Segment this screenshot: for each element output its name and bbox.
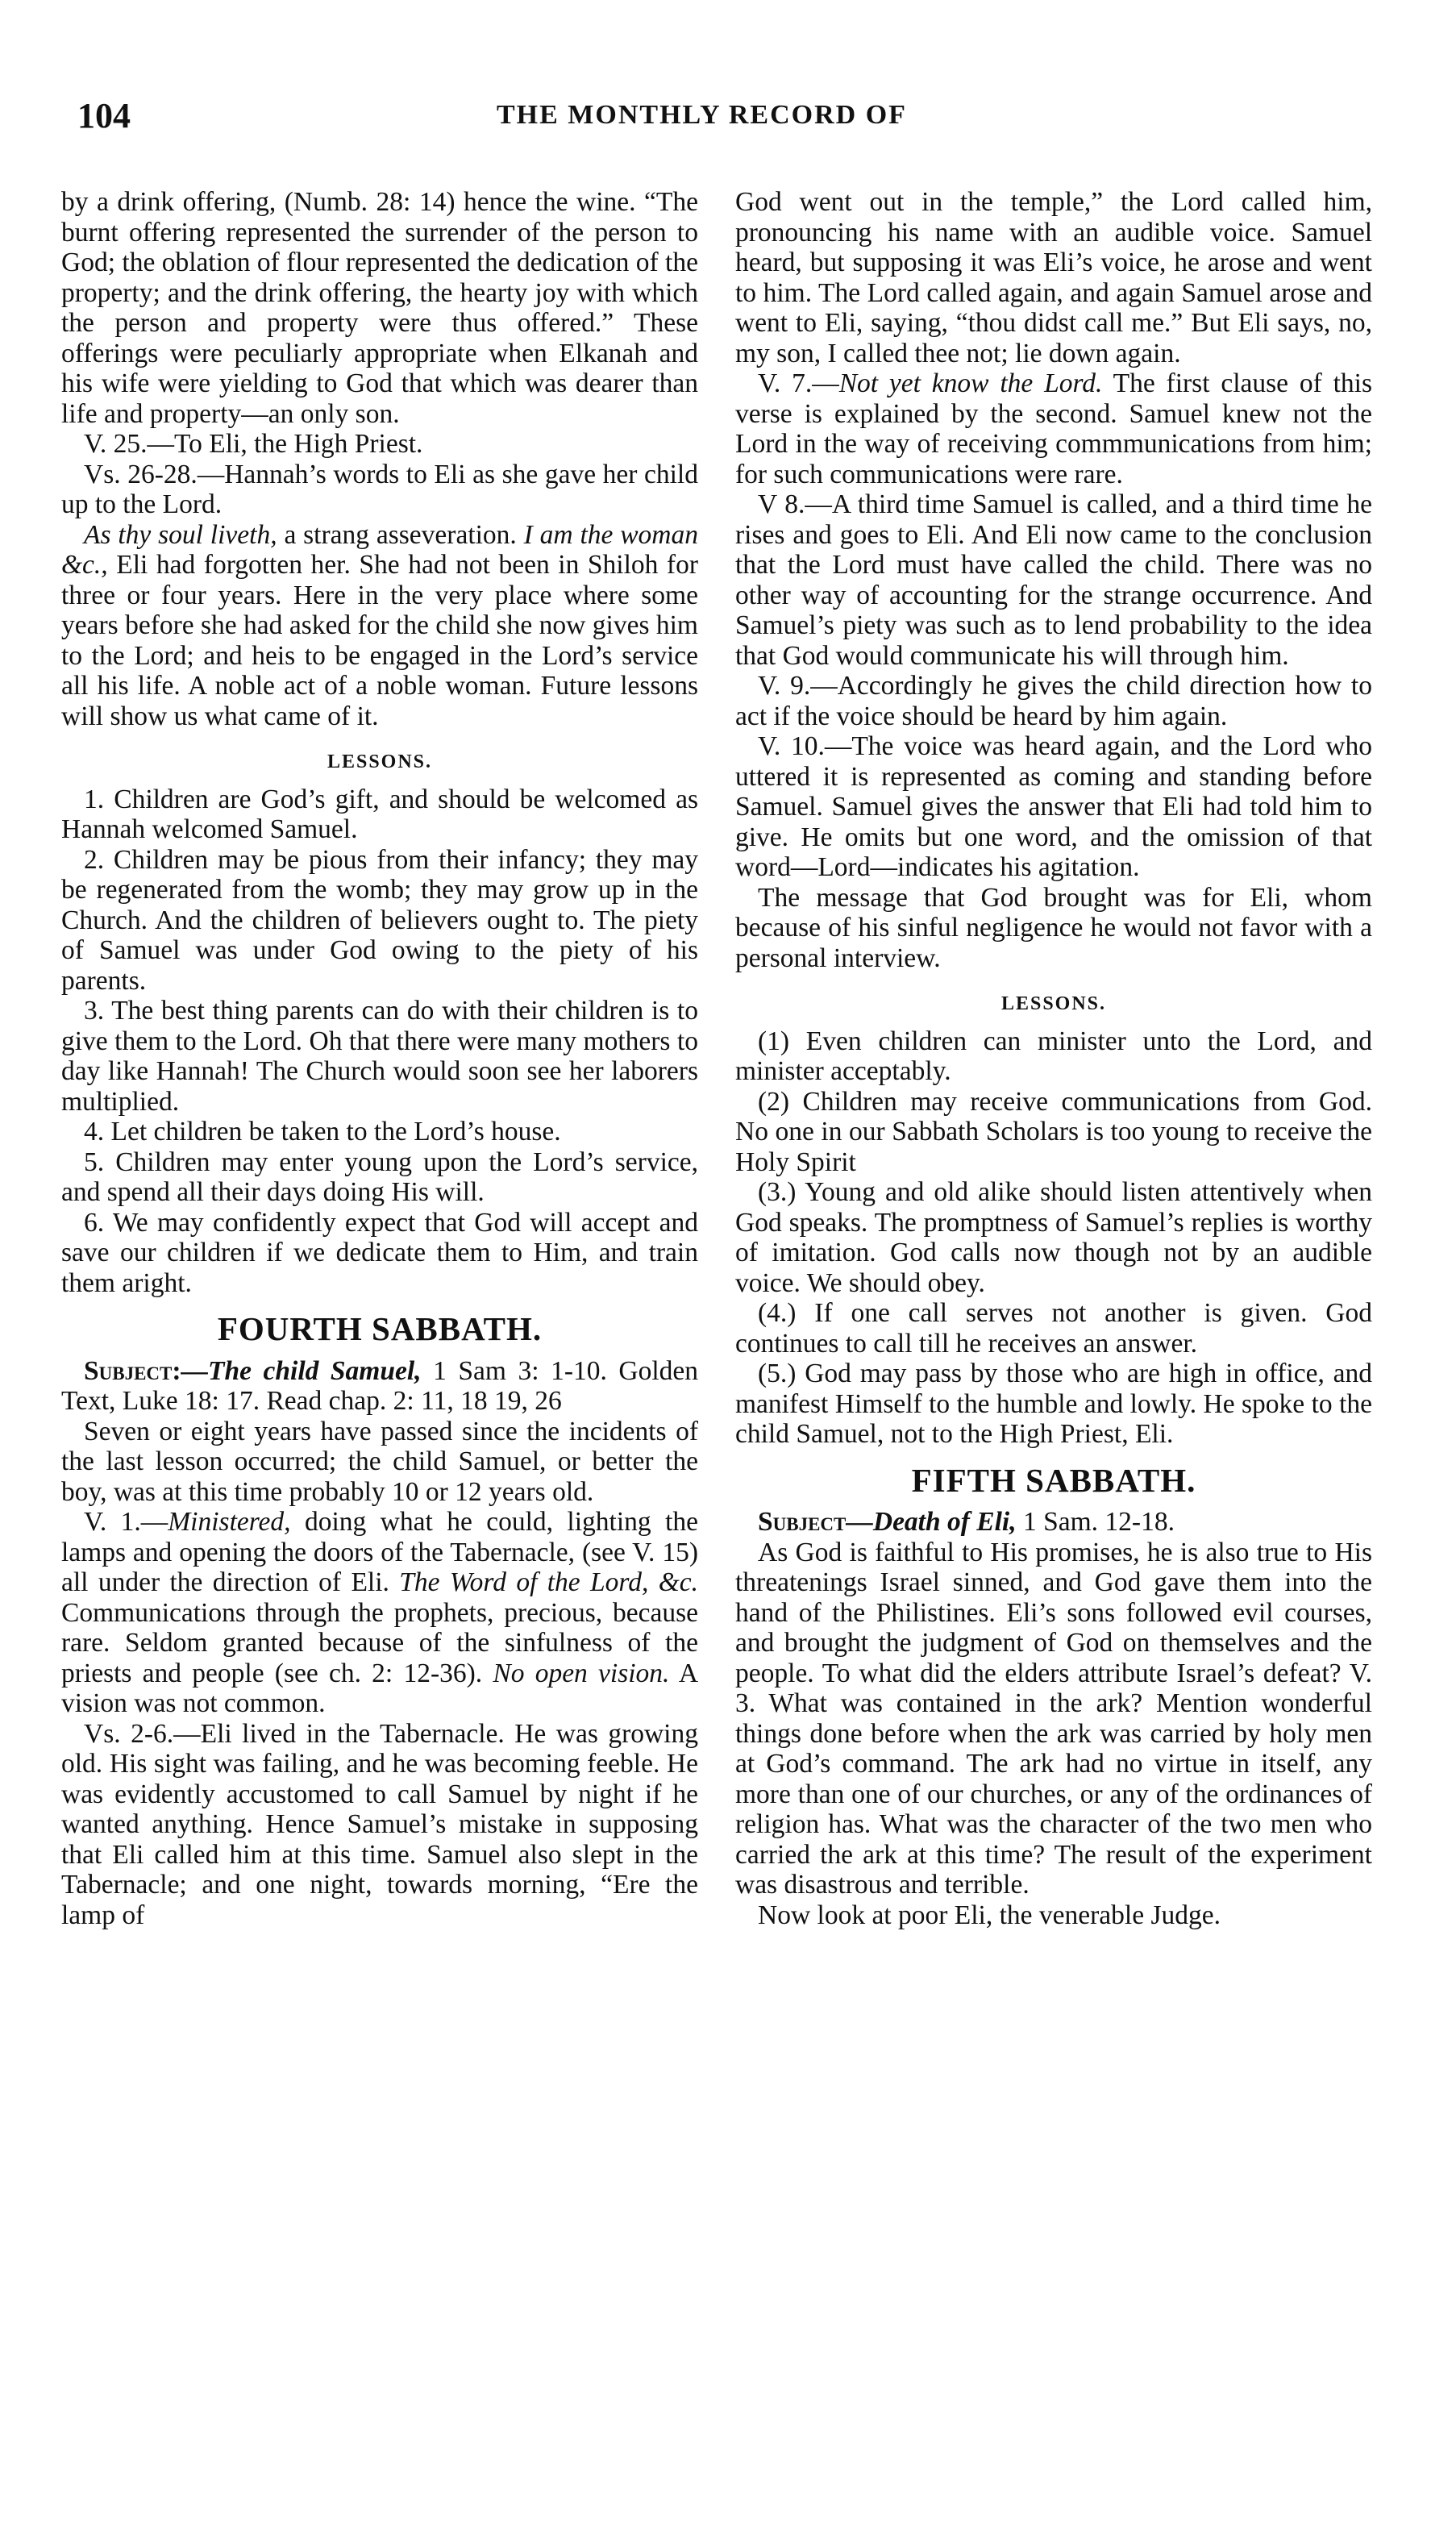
lesson-item: (1) Even children can minister unto the Lord, and minister acceptably. xyxy=(735,1026,1372,1086)
lessons-heading-left: LESSONS. xyxy=(327,751,433,772)
verses-26-28-paragraph: Vs. 26-28.—Hannah’s words to Eli as she gave her child up to the Lord. xyxy=(61,459,698,519)
verse-8-paragraph: V 8.—A third time Samuel is called, and a third time he rises and goes to Eli. And Eli now came to the conclusion that the Lord must have called the child. There was no other way of accounting for the strange occurrence. And Samuel’s piety was such as to lend probability to the idea that God would communicate his will through him. xyxy=(735,489,1372,671)
god-is-faithful-paragraph: As God is faithful to His promises, he is also true to His threatenings Israel sinned, and God gave them into the hand of the Philistines. Eli’s sons followed evil courses, and brought the judgment of God on themselves and the people. To what did the elders attribute Israel’s defeat? V. 3. What was contained in the ark? Mention wonderful things done before when the ark was carried by holy men at God’s command. The ark had no virtue in itself, any more than one of our churches, or any of the ordinances of religion has. What was the character of the two men who carried the ark at this time? The result of the experiment was disastrous and terrible. xyxy=(735,1537,1372,1900)
no-open-vision-phrase: No open vision. xyxy=(493,1658,670,1688)
subject-title: —The child Samuel, xyxy=(181,1355,422,1386)
lesson-item: 3. The best thing parents can do with their children is to give them to the Lord. Oh that there were many mothers to day like Hannah! The Church would soon see her laborers multiplied. xyxy=(61,996,698,1117)
page-number: 104 xyxy=(77,96,131,135)
verse-9-paragraph: V. 9.—Accordingly he gives the child direction how to act if the voice should be heard by him again. xyxy=(735,671,1372,731)
verse-7-label: V. 7.— xyxy=(758,368,839,398)
verse-1-text-2: Communications through the prophets, precious, because rare. Seldom granted because of the sinfulness of the priests and people (see ch. 2: 12-36). xyxy=(61,1597,698,1688)
seven-or-eight-paragraph: Seven or eight years have passed since the incidents of the last lesson occurred; the child Samuel, or better the boy, was at this time probably 10 or 12 years old. xyxy=(61,1416,698,1507)
as-thy-soul-phrase: As thy soul liveth, xyxy=(84,519,277,550)
fourth-sabbath-heading: FOURTH SABBATH. xyxy=(217,1310,543,1347)
verse-25-paragraph: V. 25.—To Eli, the High Priest. xyxy=(84,429,423,459)
subject-label: Subject: xyxy=(84,1355,181,1386)
message-paragraph: The message that God brought was for Eli, whom because of his sinful negligence he would not favor with a personal interview. xyxy=(735,882,1372,973)
lesson-item: 4. Let children be taken to the Lord’s house. xyxy=(84,1117,561,1147)
subject-title: —Death of Eli, xyxy=(846,1507,1017,1537)
continued-paragraph: God went out in the temple,” the Lord called him, pronouncing his name with an audible voice. Samuel heard, but supposing it was Eli’s voice, he arose and went to him. The Lord called again, and again Samuel arose and went to Eli, saying, “thou didst call me.” But Eli says, no, my son, I called thee not; lie down again. xyxy=(735,187,1372,368)
as-thy-soul-paragraph xyxy=(61,520,698,732)
fifth-subject-line xyxy=(735,1507,1372,1538)
verses-2-6-paragraph: Vs. 2-6.—Eli lived in the Tabernacle. He was growing old. His sight was failing, and he was becoming feeble. He was evidently accustomed to call Samuel by night if he wanted anything. Hence Samuel’s mistake in supposing that Eli called him at this time. Samuel also slept in the Tabernacle; and one night, towards morning, “Ere the lamp of xyxy=(61,1718,698,1930)
lesson-item: 1. Children are God’s gift, and should be welcomed as Hannah welcomed Samuel. xyxy=(61,784,698,844)
lesson-item: 2. Children may be pious from their infancy; they may be regenerated from the womb; they may grow up in the Church. And the children of believers ought to. The piety of Samuel was under God owing to the piety of his parents. xyxy=(61,844,698,996)
lessons-heading-right: LESSONS. xyxy=(1000,993,1107,1014)
as-thy-soul-text-2: Eli had forgotten her. She had not been in Shiloh for three or four years. Here in the very place where some years before she had asked for the child she now gives him to the Lord; and heis to be engaged in the Lord’s service all his life. A noble act of a noble woman. Future lessons will show us what came of it. xyxy=(61,550,698,731)
verse-1-paragraph xyxy=(61,1507,698,1719)
as-thy-soul-text-1: a strang asseveration. xyxy=(277,519,524,550)
now-look-paragraph: Now look at poor Eli, the venerable Judge. xyxy=(758,1900,1221,1930)
subject-label: Subject xyxy=(758,1507,847,1537)
verse-7-text: The first clause of this verse is explained by the second. Samuel knew not the Lord in the way of receiving commmunications from him; for such communications were rare. xyxy=(735,368,1372,489)
not-yet-know-phrase: Not yet know the Lord. xyxy=(838,368,1103,398)
fifth-sabbath-heading: FIFTH SABBATH. xyxy=(911,1461,1196,1499)
page-header xyxy=(77,95,1383,152)
verse-1-label: V. 1.— xyxy=(84,1507,168,1537)
verse-10-paragraph: V. 10.—The voice was heard again, and the Lord who uttered it is represented as coming and standing before Samuel. Samuel gives the answer that Eli had told him to give. He omits but one word, and the omission of that word—Lord—indicates his agitation. xyxy=(735,731,1372,882)
subject-reference: 1 Sam 3: 1-10. Golden Text, Luke 18: 17. Read chap. 2: 11, 18 19, 26 xyxy=(61,1355,698,1416)
verse-7-paragraph xyxy=(735,368,1372,489)
subject-reference: 1 Sam. 12-18. xyxy=(1016,1507,1175,1537)
verse-1-text-3: A vision was not common. xyxy=(61,1658,698,1718)
word-of-the-lord-phrase: The Word of the Lord, &c. xyxy=(399,1567,698,1597)
lesson-item: (4.) If one call serves not another is given. God continues to call till he receives an answer. xyxy=(735,1298,1372,1359)
lesson-item: 5. Children may enter young upon the Lord’s service, and spend all their days doing His will. xyxy=(61,1147,698,1207)
fourth-subject-line xyxy=(61,1356,698,1417)
intro-paragraph: by a drink offering, (Numb. 28: 14) hence the wine. “The burnt offering represented the surrender of the person to God; the oblation of flour represented the dedication of the property; and the drink offering, the hearty joy with which the person and property were thus offered.” These offerings were peculiarly appropriate when Elkanah and his wife were yielding to God that which was dearer than life and property—an only son. xyxy=(61,187,698,429)
left-column xyxy=(61,187,698,2469)
i-am-the-woman-phrase: I am the woman &c., xyxy=(61,519,698,580)
verse-1-text-1: doing what he could, lighting the lamps and opening the doors of the Tabernacle, (see V. 15) all under the direction of Eli. xyxy=(61,1507,698,1597)
ministered-phrase: Ministered, xyxy=(168,1507,291,1537)
running-head: THE MONTHLY RECORD OF xyxy=(497,100,907,130)
lesson-item: 6. We may confidently expect that God will accept and save our children if we dedicate them to Him, and train them aright. xyxy=(61,1207,698,1298)
lesson-item: (2) Children may receive communications from God. No one in our Sabbath Scholars is too young to receive the Holy Spirit xyxy=(735,1086,1372,1177)
lesson-item: (5.) God may pass by those who are high in office, and manifest Himself to the humble and lowly. He spoke to the child Samuel, not to the High Priest, Eli. xyxy=(735,1359,1372,1449)
lesson-item: (3.) Young and old alike should listen attentively when God speaks. The promptness of Samuel’s replies is worthy of imitation. God calls now though not by an audible voice. We should obey. xyxy=(735,1177,1372,1298)
right-column xyxy=(735,187,1372,2469)
